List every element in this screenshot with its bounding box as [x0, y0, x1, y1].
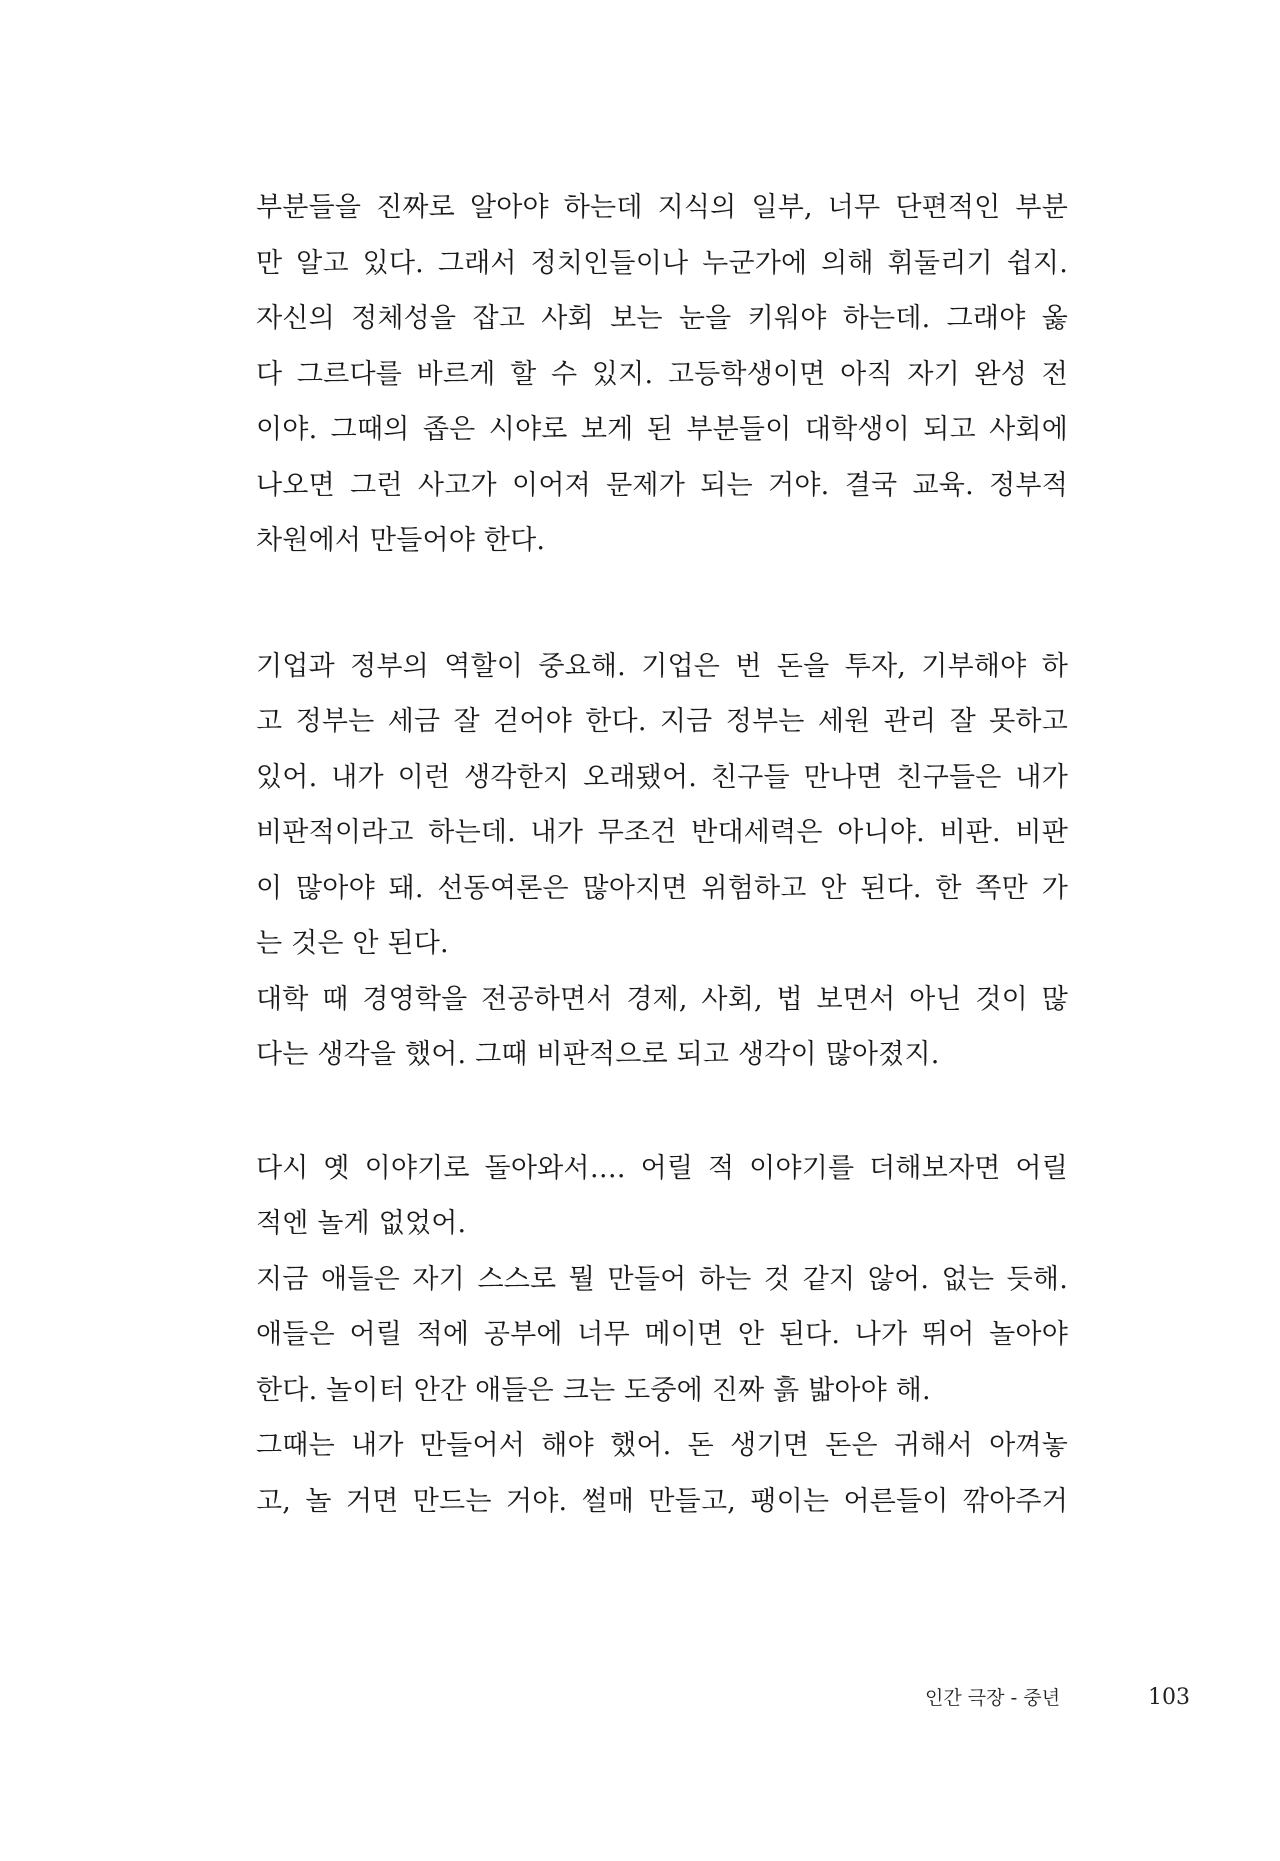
- text-line: 기업과 정부의 역할이 중요해. 기업은 번 돈을 투자, 기부해야 하: [256, 650, 1068, 682]
- paragraph-1: [256, 180, 1068, 569]
- body-text: [256, 180, 1068, 1529]
- text-line: 애들은 어릴 적에 공부에 너무 메이면 안 된다. 나가 뛰어 놀아야: [256, 1319, 1068, 1350]
- paragraph-2: [256, 639, 1068, 1083]
- page-number: 103: [1148, 1685, 1190, 1710]
- text-line: 다시 옛 이야기로 돌아와서…. 어릴 적 이야기를 더해보자면 어릴: [256, 1152, 1068, 1184]
- text-line: 이 많아야 돼. 선동여론은 많아지면 위험하고 안 된다. 한 쪽만 가: [256, 872, 1068, 904]
- paragraph-spacer: [256, 569, 1068, 639]
- text-line: 만 알고 있다. 그래서 정치인들이나 누군가에 의해 휘둘리기 쉽지.: [256, 247, 1068, 279]
- text-line: 그때는 내가 만들어서 해야 했어. 돈 생기면 돈은 귀해서 아껴놓: [256, 1430, 1068, 1461]
- text-line: 적엔 놀게 없었어.: [256, 1208, 467, 1239]
- paragraph-spacer: [256, 1083, 1068, 1141]
- text-line: 이야. 그때의 좁은 시야로 보게 된 부분들이 대학생이 되고 사회에: [256, 414, 1068, 445]
- text-line: 나오면 그런 사고가 이어져 문제가 되는 거야. 결국 교육. 정부적: [256, 469, 1068, 501]
- paragraph-3: [256, 1141, 1068, 1530]
- page-footer: [0, 1680, 1280, 1716]
- text-line: 지금 애들은 자기 스스로 뭘 만들어 하는 것 같지 않어. 없는 듯해.: [256, 1263, 1068, 1295]
- text-line: 다는 생각을 했어. 그때 비판적으로 되고 생각이 많아졌지.: [256, 1039, 940, 1070]
- text-line: 고 정부는 세금 잘 걷어야 한다. 지금 정부는 세원 관리 잘 못하고: [256, 706, 1068, 737]
- running-title: 인간 극장 - 중년: [925, 1687, 1061, 1709]
- text-line: 는 것은 안 된다.: [256, 928, 449, 959]
- text-line: 대학 때 경영학을 전공하면서 경제, 사회, 법 보면서 아닌 것이 많: [256, 983, 1068, 1015]
- text-line: 부분들을 진짜로 알아야 하는데 지식의 일부, 너무 단편적인 부분: [256, 192, 1068, 223]
- text-line: 있어. 내가 이런 생각한지 오래됐어. 친구들 만나면 친구들은 내가: [256, 761, 1068, 793]
- text-line: 한다. 놀이터 안간 애들은 크는 도중에 진짜 흙 밟아야 해.: [256, 1374, 931, 1406]
- text-line: 고, 놀 거면 만드는 거야. 썰매 만들고, 팽이는 어른들이 깎아주거: [256, 1485, 1068, 1517]
- text-line: 차원에서 만들어야 한다.: [256, 525, 546, 556]
- text-line: 다 그르다를 바르게 할 수 있지. 고등학생이면 아직 자기 완성 전: [256, 358, 1068, 390]
- text-line: 자신의 정체성을 잡고 사회 보는 눈을 키워야 하는데. 그래야 옳: [256, 303, 1068, 334]
- text-line: 비판적이라고 하는데. 내가 무조건 반대세력은 아니야. 비판. 비판: [256, 817, 1068, 848]
